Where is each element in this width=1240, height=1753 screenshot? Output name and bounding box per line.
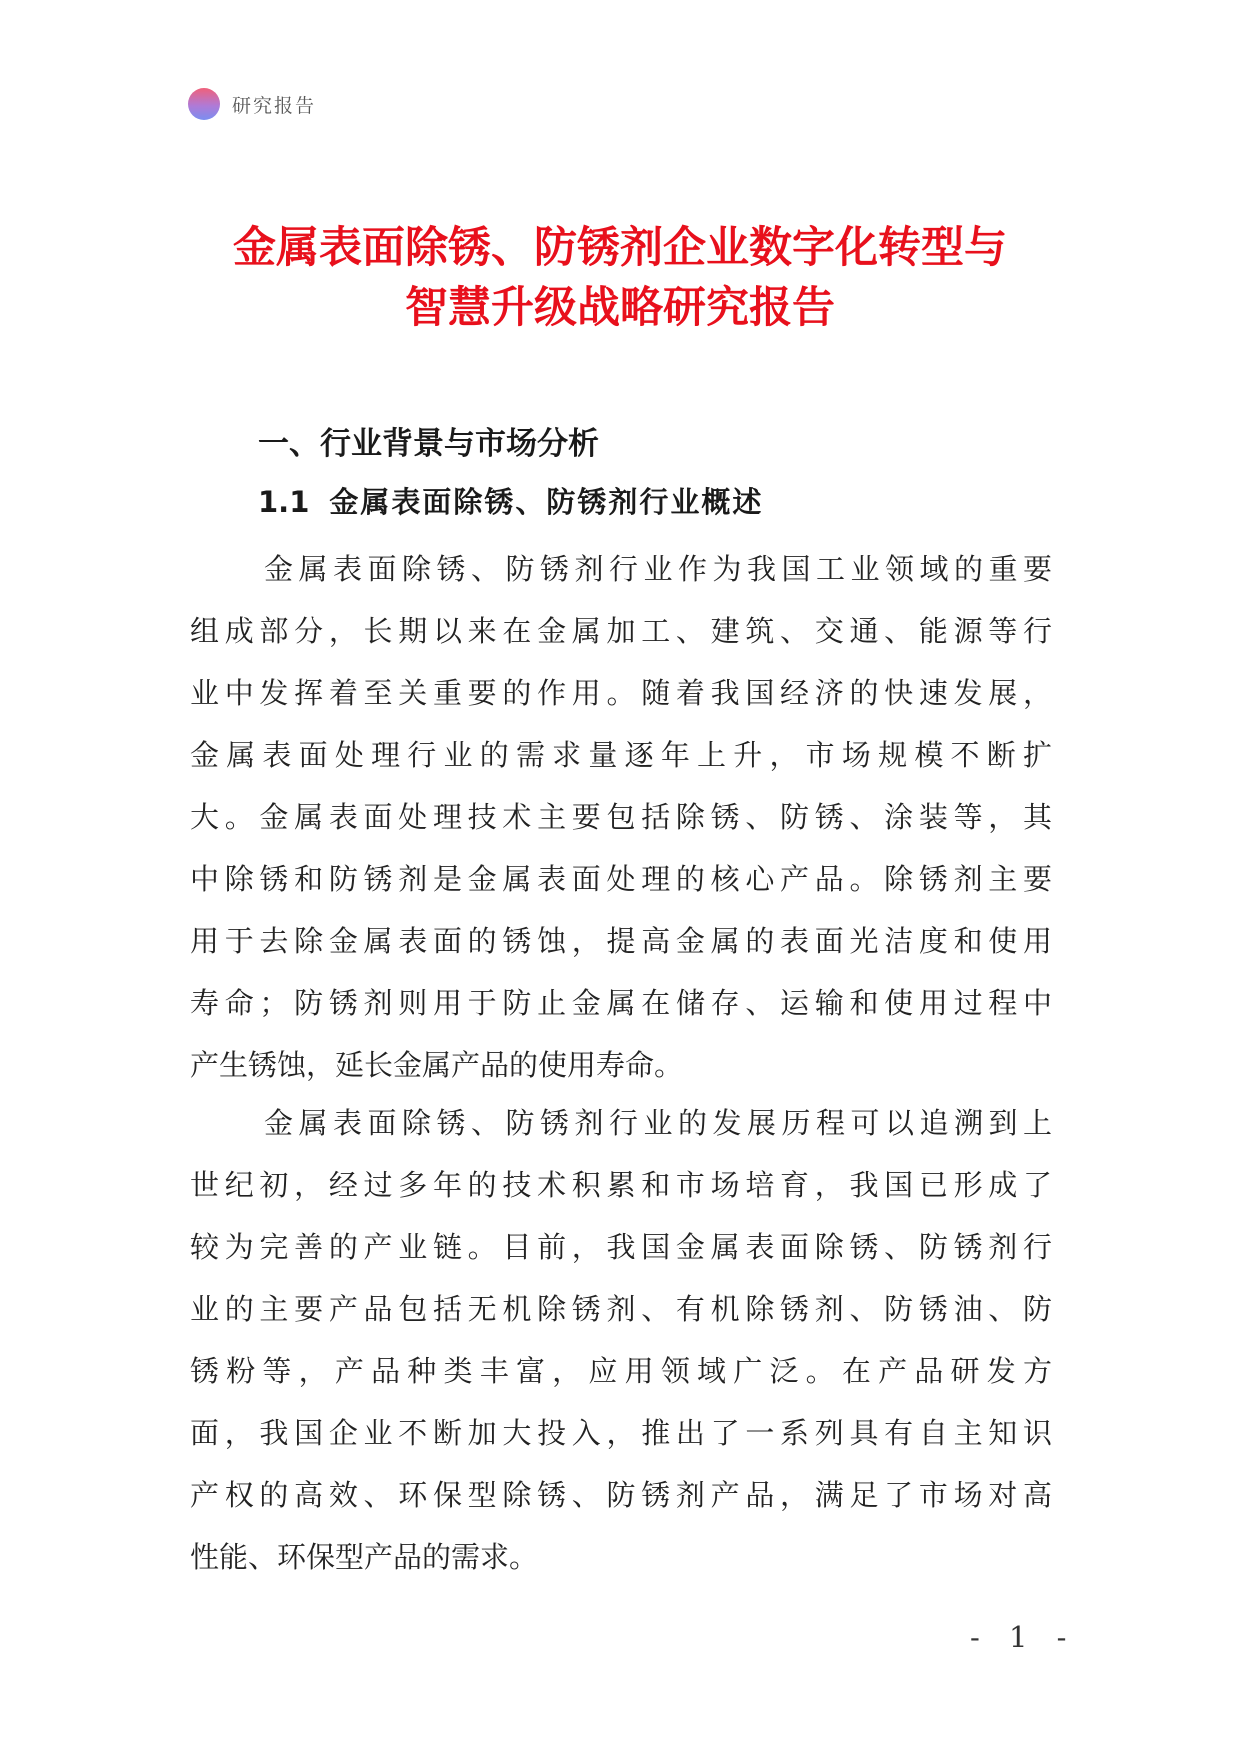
- page-header: [188, 87, 316, 121]
- paragraph-line: 业中发挥着至关重要的作用。随着我国经济的快速发展，: [190, 676, 1052, 710]
- paragraph-line: 锈粉等，产品种类丰富，应用领域广泛。在产品研发方: [190, 1354, 1052, 1388]
- subsection-heading: [258, 480, 763, 521]
- title-line-2: 智慧升级战略研究报告: [405, 283, 835, 333]
- paragraph-line: 产生锈蚀，延长金属产品的使用寿命。: [190, 1048, 684, 1082]
- paragraph-line: 性能、环保型产品的需求。: [190, 1540, 539, 1574]
- paragraph-line: 中除锈和防锈剂是金属表面处理的核心产品。除锈剂主要: [190, 862, 1052, 896]
- paragraph-2: [190, 1092, 1052, 1588]
- paragraph-line: 金属表面除锈、防锈剂行业的发展历程可以追溯到上: [264, 1106, 1052, 1140]
- paragraph-line: 金属表面处理行业的需求量逐年上升，市场规模不断扩: [190, 738, 1052, 772]
- paragraph-line: 世纪初，经过多年的技术积累和市场培育，我国已形成了: [190, 1168, 1052, 1202]
- paragraph-line: 组成部分，长期以来在金属加工、建筑、交通、能源等行: [190, 614, 1052, 648]
- subsection-number: 1.1: [258, 485, 310, 519]
- paragraph-line: 面，我国企业不断加大投入，推出了一系列具有自主知识: [190, 1416, 1052, 1450]
- title-line-1: 金属表面除锈、防锈剂企业数字化转型与: [233, 223, 1007, 273]
- subsection-title: 金属表面除锈、防锈剂行业概述: [329, 485, 764, 519]
- document-title: [150, 218, 1090, 338]
- section-heading: 一、行业背景与市场分析: [258, 426, 599, 462]
- paragraph-line: 产权的高效、环保型除锈、防锈剂产品，满足了市场对高: [190, 1478, 1052, 1512]
- paragraph-line: 较为完善的产业链。目前，我国金属表面除锈、防锈剂行: [190, 1230, 1052, 1264]
- paragraph-line: 寿命；防锈剂则用于防止金属在储存、运输和使用过程中: [190, 986, 1052, 1020]
- paragraph-line: 金属表面除锈、防锈剂行业作为我国工业领域的重要: [264, 552, 1052, 586]
- report-logo-icon: [188, 88, 220, 120]
- paragraph-1: [190, 538, 1052, 1096]
- page-number: - 1 -: [970, 1620, 1077, 1654]
- paragraph-line: 业的主要产品包括无机除锈剂、有机除锈剂、防锈油、防: [190, 1292, 1052, 1326]
- paragraph-line: 用于去除金属表面的锈蚀，提高金属的表面光洁度和使用: [190, 924, 1052, 958]
- paragraph-line: 大。金属表面处理技术主要包括除锈、防锈、涂装等，其: [190, 800, 1052, 834]
- header-label: 研究报告: [232, 94, 317, 117]
